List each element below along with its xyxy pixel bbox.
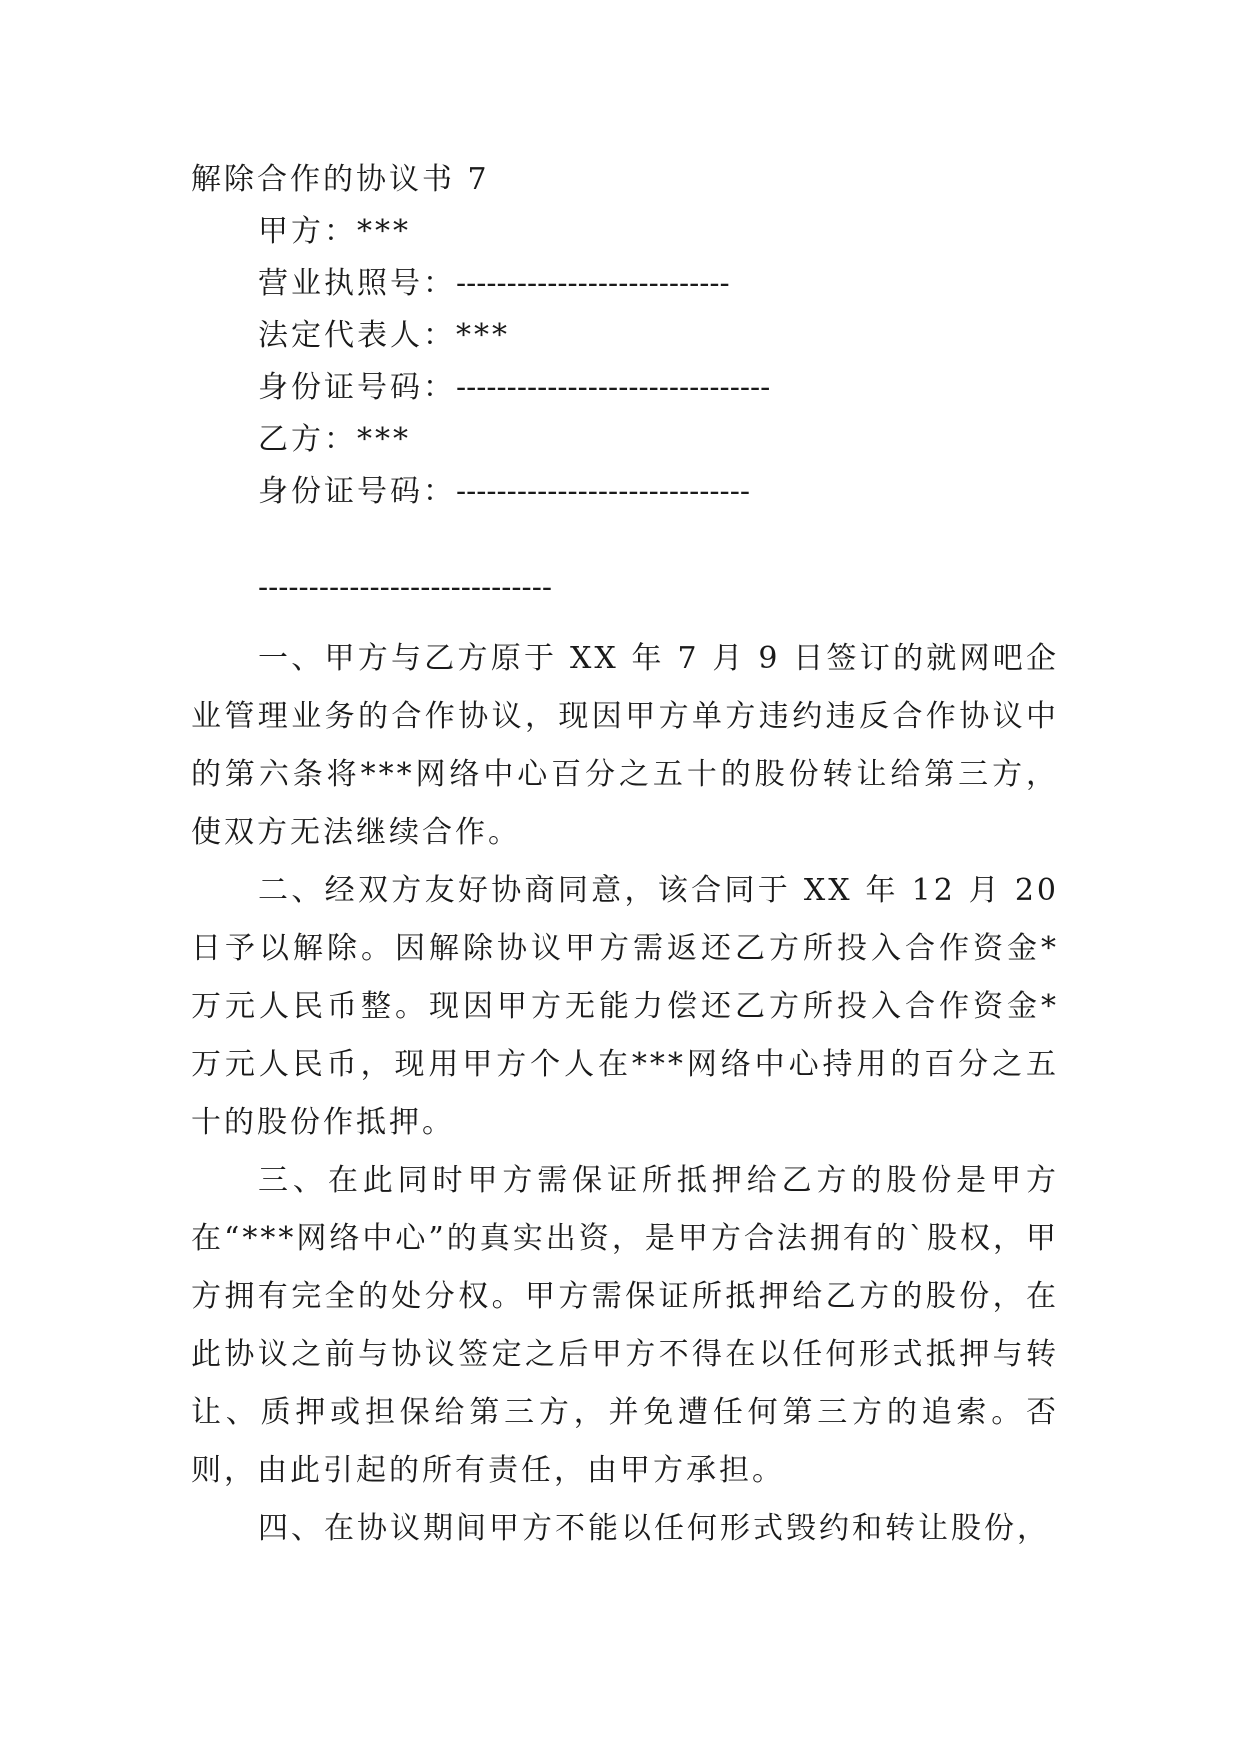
business-license-field	[258, 264, 730, 304]
party-b-id-value: -----------------------------	[456, 474, 750, 509]
clause-1: 一、甲方与乙方原于 XX 年 7 月 9 日签订的就网吧企业管理业务的合作协议，现因甲方单方违约违反合作协议中的第六条将***网络中心百分之五十的股份转让给第三方，使双方无法继续合作。	[191, 641, 1059, 850]
separator-line: -----------------------------	[258, 570, 552, 605]
party-a-label: 甲方：	[258, 214, 357, 249]
party-b-id-label: 身份证号码：	[258, 474, 456, 509]
party-a-id-value: -------------------------------	[456, 370, 771, 405]
legal-representative-label: 法定代表人：	[258, 318, 456, 353]
party-a-id-field	[258, 368, 770, 408]
party-a-id-label: 身份证号码：	[258, 370, 456, 405]
agreement-body	[191, 630, 1059, 1558]
party-b-id-field	[258, 472, 750, 512]
clause-2: 二、经双方友好协商同意，该合同于 XX 年 12 月 20 日予以解除。因解除协议甲方需返还乙方所投入合作资金*万元人民币整。现因甲方无能力偿还乙方所投入合作资金*万元人民币，现用甲方个人在***网络中心持用的百分之五十的股份作抵押。	[191, 873, 1059, 1140]
business-license-label: 营业执照号：	[258, 266, 456, 301]
party-b-value: ***	[357, 422, 411, 457]
business-license-value: ---------------------------	[456, 266, 730, 301]
party-b-field	[258, 420, 411, 460]
clause-4: 四、在协议期间甲方不能以任何形式毁约和转让股份，	[258, 1511, 1050, 1546]
legal-representative-field	[258, 316, 510, 356]
clause-3: 三、在此同时甲方需保证所抵押给乙方的股份是甲方在“***网络中心”的真实出资，是甲方合法拥有的`股权，甲方拥有完全的处分权。甲方需保证所抵押给乙方的股份，在此协议之前与协议签定之后甲方不得在以任何形式抵押与转让、质押或担保给第三方，并免遭任何第三方的追索。否则，由此引起的所有责任，由甲方承担。	[191, 1163, 1059, 1488]
party-a-value: ***	[357, 214, 411, 249]
party-a-field	[258, 212, 411, 252]
legal-representative-value: ***	[456, 318, 510, 353]
party-b-label: 乙方：	[258, 422, 357, 457]
document-title: 解除合作的协议书 7	[191, 162, 490, 197]
